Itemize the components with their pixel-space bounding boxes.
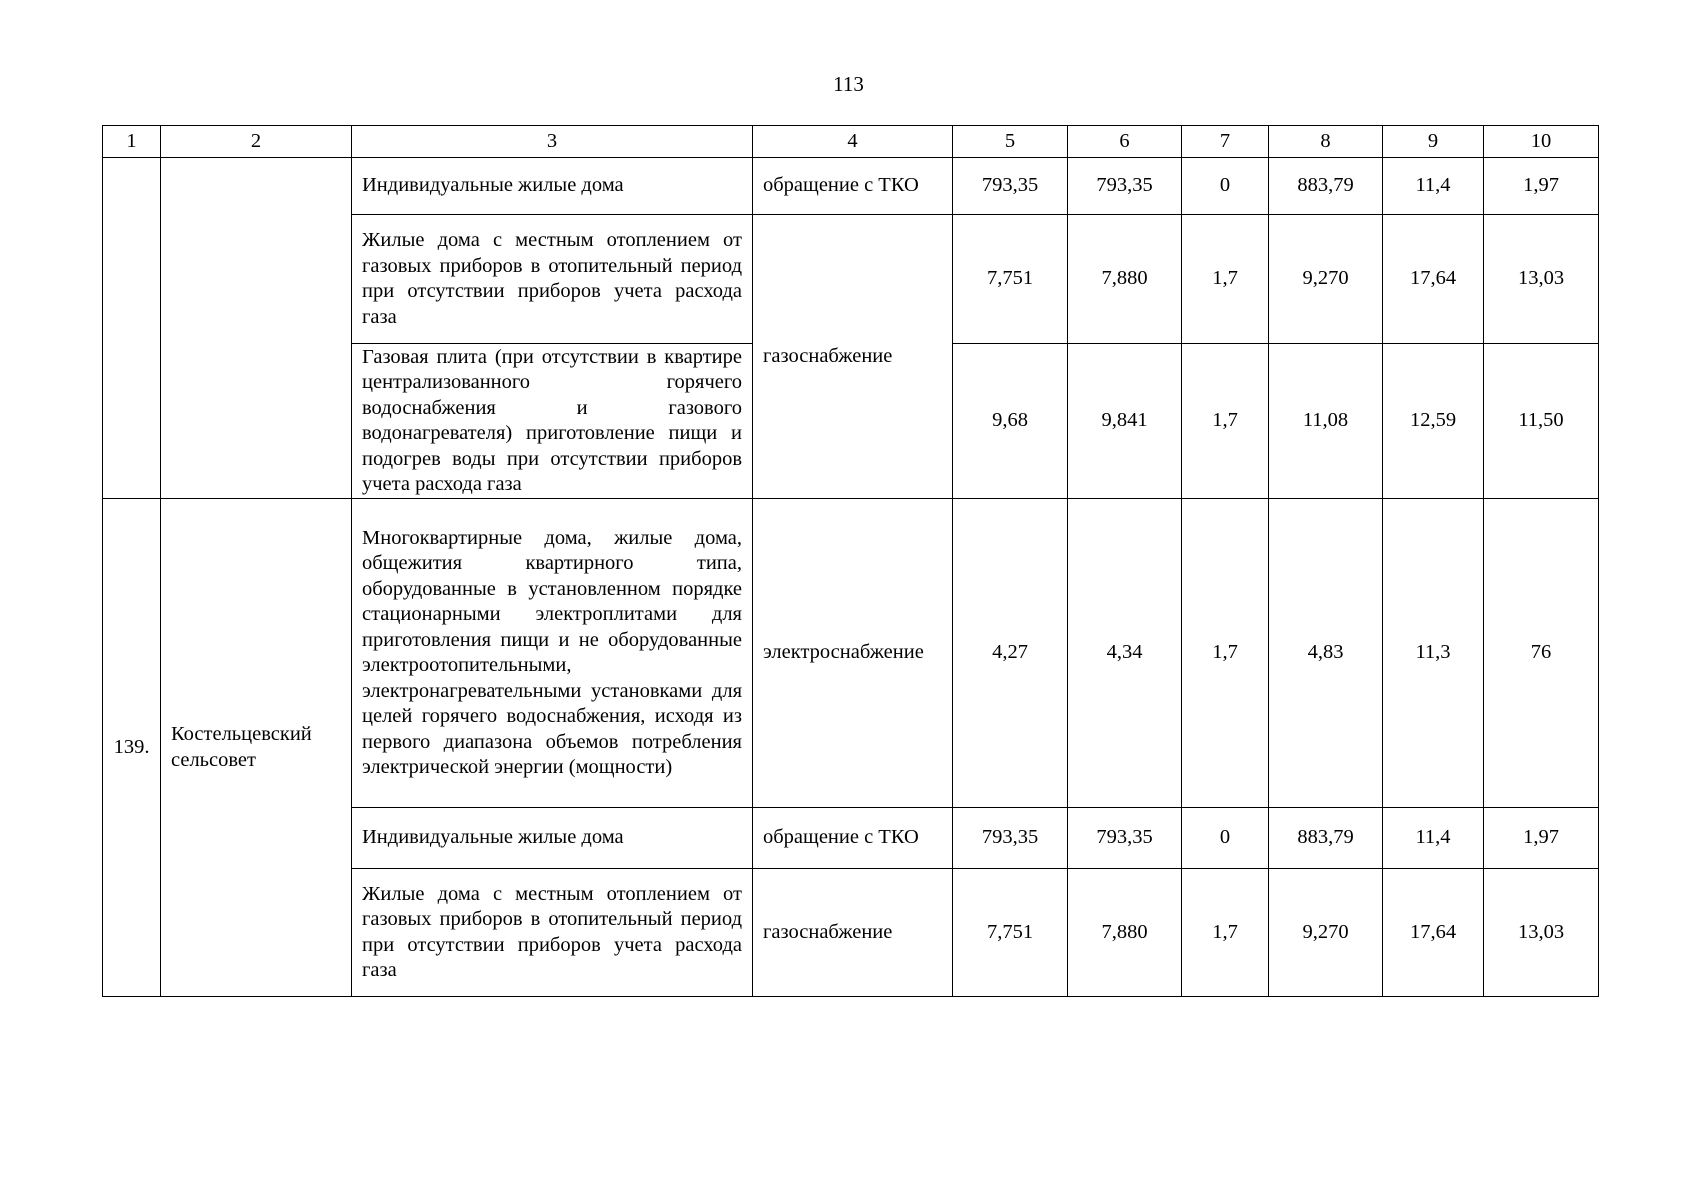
value-cell: 11,3 xyxy=(1383,499,1484,808)
consumer-category: Индивидуальные жилые дома xyxy=(352,808,753,869)
value-cell: 13,03 xyxy=(1484,869,1599,997)
value-cell: 4,34 xyxy=(1068,499,1182,808)
value-cell: 9,68 xyxy=(953,344,1068,499)
utility-service: обращение с ТКО xyxy=(753,808,953,869)
page-number: 113 xyxy=(833,72,864,96)
value-cell: 1,7 xyxy=(1182,215,1269,344)
value-cell: 4,83 xyxy=(1269,499,1383,808)
value-cell: 1,7 xyxy=(1182,344,1269,499)
consumer-category: Жилые дома с местным отоплением от газовых приборов в отопительный период при отсутствии приборов учета расхода газа xyxy=(352,869,753,997)
column-number-header-row xyxy=(103,126,1599,158)
value-cell: 11,50 xyxy=(1484,344,1599,499)
column-header: 2 xyxy=(161,126,352,158)
column-header: 3 xyxy=(352,126,753,158)
consumer-category: Жилые дома с местным отоплением от газовых приборов в отопительный период при отсутствии приборов учета расхода газа xyxy=(352,215,753,344)
value-cell: 4,27 xyxy=(953,499,1068,808)
column-header: 6 xyxy=(1068,126,1182,158)
value-cell: 9,841 xyxy=(1068,344,1182,499)
column-header: 5 xyxy=(953,126,1068,158)
value-cell: 11,4 xyxy=(1383,158,1484,215)
value-cell: 0 xyxy=(1182,158,1269,215)
value-cell: 7,751 xyxy=(953,215,1068,344)
column-header: 10 xyxy=(1484,126,1599,158)
value-cell: 883,79 xyxy=(1269,808,1383,869)
column-header: 4 xyxy=(753,126,953,158)
value-cell: 793,35 xyxy=(953,158,1068,215)
value-cell: 793,35 xyxy=(1068,158,1182,215)
value-cell: 11,4 xyxy=(1383,808,1484,869)
consumer-category: Индивидуальные жилые дома xyxy=(352,158,753,215)
value-cell: 1,97 xyxy=(1484,158,1599,215)
value-cell: 793,35 xyxy=(1068,808,1182,869)
column-header: 9 xyxy=(1383,126,1484,158)
municipality-name: Костельцевский сельсовет xyxy=(161,499,352,997)
table-row xyxy=(103,499,1599,808)
row-number-cell-empty xyxy=(103,158,161,499)
utility-service: газоснабжение xyxy=(753,869,953,997)
row-number: 139. xyxy=(103,499,161,997)
value-cell: 17,64 xyxy=(1383,215,1484,344)
consumer-category: Газовая плита (при отсутствии в квартире централизованного горячего водоснабжения и газового водонагревателя) приготовление пищи и подогрев воды при отсутствии приборов учета расхода газа xyxy=(352,344,753,499)
column-header: 7 xyxy=(1182,126,1269,158)
column-header: 1 xyxy=(103,126,161,158)
value-cell: 9,270 xyxy=(1269,215,1383,344)
value-cell: 7,880 xyxy=(1068,215,1182,344)
column-header: 8 xyxy=(1269,126,1383,158)
value-cell: 1,7 xyxy=(1182,499,1269,808)
value-cell: 17,64 xyxy=(1383,869,1484,997)
utility-service: обращение с ТКО xyxy=(753,158,953,215)
value-cell: 1,97 xyxy=(1484,808,1599,869)
value-cell: 793,35 xyxy=(953,808,1068,869)
tariff-table xyxy=(102,125,1599,997)
value-cell: 76 xyxy=(1484,499,1599,808)
value-cell: 883,79 xyxy=(1269,158,1383,215)
utility-service: газоснабжение xyxy=(753,215,953,499)
value-cell: 1,7 xyxy=(1182,869,1269,997)
value-cell: 7,880 xyxy=(1068,869,1182,997)
value-cell: 11,08 xyxy=(1269,344,1383,499)
consumer-category: Многоквартирные дома, жилые дома, общежития квартирного типа, оборудованные в установленном порядке стационарными электроплитами для приготовления пищи и не оборудованные электроотопительными, электронагревательными установками для целей горячего водоснабжения, исходя из первого диапазона объемов потребления электрической энергии (мощности) xyxy=(352,499,753,808)
value-cell: 0 xyxy=(1182,808,1269,869)
value-cell: 7,751 xyxy=(953,869,1068,997)
value-cell: 9,270 xyxy=(1269,869,1383,997)
table-row xyxy=(103,158,1599,215)
municipality-cell-empty xyxy=(161,158,352,499)
utility-service: электроснабжение xyxy=(753,499,953,808)
value-cell: 12,59 xyxy=(1383,344,1484,499)
value-cell: 13,03 xyxy=(1484,215,1599,344)
